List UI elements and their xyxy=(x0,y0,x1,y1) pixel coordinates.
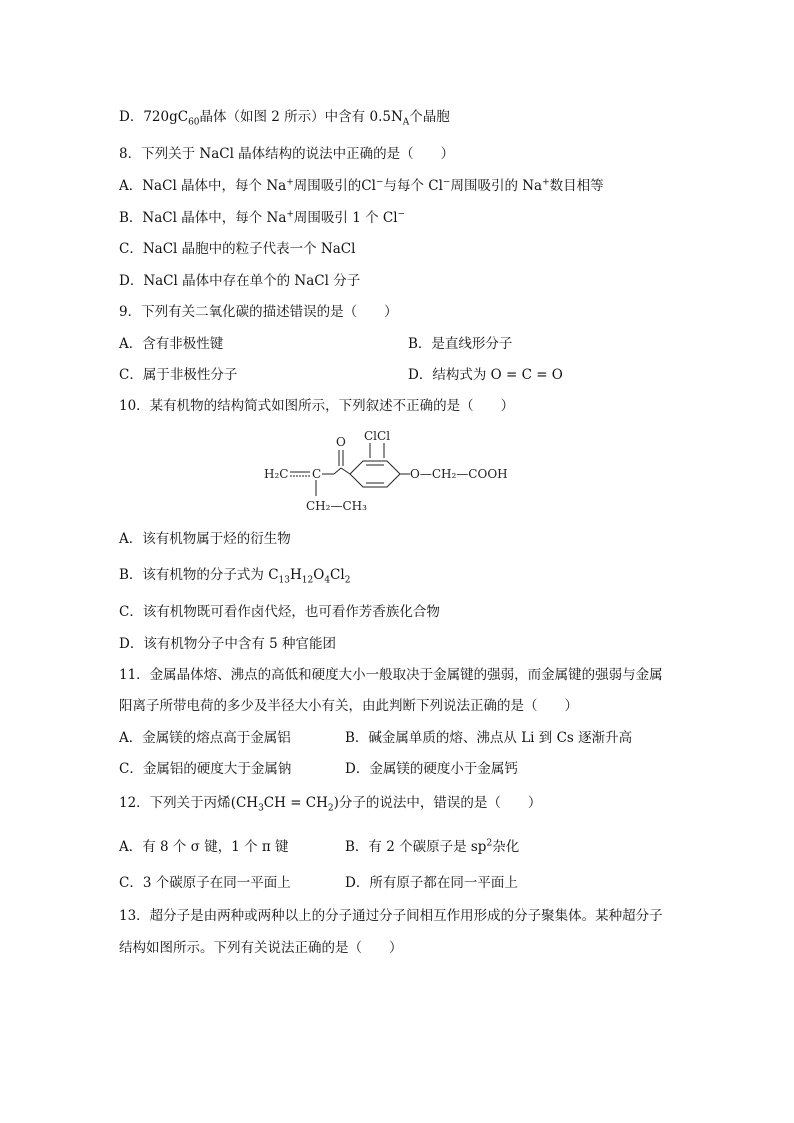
structure-svg xyxy=(260,428,540,520)
q12-option-c: C．3 个碳原子在同一平面上 xyxy=(119,875,291,891)
text: A．NaCl 晶体中，每个 Na xyxy=(119,178,287,194)
q10-option-a: A．该有机物属于烃的衍生物 xyxy=(119,531,291,547)
q9-stem: 9．下列有关二氧化碳的描述错误的是（ ） xyxy=(119,304,398,320)
superscript: + xyxy=(286,177,294,188)
subscript: A xyxy=(402,117,410,128)
q9-option-c: C．属于非极性分子 xyxy=(119,367,238,383)
subscript: 2 xyxy=(327,803,334,814)
text: 周围吸引的 Na xyxy=(450,178,543,194)
q12-option-b xyxy=(345,838,519,856)
q10-stem: 10．某有机物的结构简式如图所示，下列叙述不正确的是（ ） xyxy=(119,398,515,414)
q11-stem-line1: 11．金属晶体熔、沸点的高低和硬度大小一般取决于金属键的强弱，而金属键的强弱与金属 xyxy=(119,667,663,683)
q13-stem-line1: 13．超分子是由两种或两种以上的分子通过分子间相互作用形成的分子聚集体。某种超分子 xyxy=(119,908,663,924)
superscript: 2 xyxy=(486,838,493,849)
q8-option-b xyxy=(119,209,405,227)
text: (CH xyxy=(230,795,259,811)
subscript: 12 xyxy=(301,575,314,586)
ethyl-label: CH₂—CH₃ xyxy=(306,499,367,513)
text: O xyxy=(313,567,325,583)
q8-option-c: C．NaCl 晶胞中的粒子代表一个 NaCl xyxy=(119,241,356,257)
q11-stem-line2: 阳离子所带电荷的多少及半径大小有关，由此判断下列说法正确的是（ ） xyxy=(119,698,578,714)
q10-option-b xyxy=(119,566,350,584)
q12-option-d: D．所有原子都在同一平面上 xyxy=(345,875,518,891)
subscript: 13 xyxy=(278,575,290,586)
q13-stem-line2: 结构如图所示。下列有关说法正确的是（ ） xyxy=(119,940,403,956)
q7-option-d-text: D．720gC xyxy=(119,109,189,125)
q8-option-a xyxy=(119,177,604,195)
chlorine-label: ClCl xyxy=(364,429,391,443)
q10-option-d: D．该有机物分子中含有 5 种官能团 xyxy=(119,636,336,652)
bond xyxy=(341,468,350,474)
q8-stem: 8．下列关于 NaCl 晶体结构的说法中正确的是（ ） xyxy=(119,146,455,162)
q11-option-c: C．金属铝的硬度大于金属钠 xyxy=(119,761,292,777)
text: B．NaCl 晶体中，每个 Na xyxy=(119,210,287,226)
q10-structural-formula xyxy=(260,428,540,520)
superscript: + xyxy=(542,177,550,188)
q11-option-a: A．金属镁的熔点高于金属铝 xyxy=(119,730,291,746)
text: H xyxy=(290,567,302,583)
q10-option-c: C．该有机物既可看作卤代烃，也可看作芳香族化合物 xyxy=(119,604,440,620)
text: 数目相等 xyxy=(549,178,604,194)
bond xyxy=(334,468,341,474)
subscript: 3 xyxy=(258,803,264,814)
subscript: 60 xyxy=(188,117,200,128)
q7-option-d xyxy=(119,108,450,126)
subscript: 4 xyxy=(324,575,331,586)
text: 12．下列关于丙烯 xyxy=(119,795,231,811)
superscript: + xyxy=(286,209,294,220)
q9-option-a: A．含有非极性键 xyxy=(119,336,224,352)
text: 与每个 Cl xyxy=(383,178,443,194)
methylene-label: H₂C xyxy=(264,467,289,481)
q7-option-d-text: 晶体（如图 2 所示）中含有 0.5N xyxy=(199,109,403,125)
q12-stem xyxy=(119,794,541,812)
text: ) xyxy=(333,795,339,811)
text: Cl xyxy=(330,567,345,583)
q8-option-d: D．NaCl 晶体中存在单个的 NaCl 分子 xyxy=(119,273,361,289)
carbonyl-oxygen-label: O xyxy=(336,435,346,449)
superscript: − xyxy=(442,177,451,188)
ether-chain-label: O—CH₂—COOH xyxy=(410,467,508,481)
q9-option-b: B．是直线形分子 xyxy=(408,336,513,352)
text: 周围吸引 1 个 Cl xyxy=(293,210,398,226)
subscript: 2 xyxy=(344,575,351,586)
text: 分子的说法中，错误的是（ ） xyxy=(338,795,542,811)
q9-option-d: D．结构式为 O = C = O xyxy=(408,367,563,383)
superscript: − xyxy=(375,177,384,188)
text: 周围吸引的Cl xyxy=(293,178,376,194)
text: B．该有机物的分子式为 C xyxy=(119,567,279,583)
superscript: − xyxy=(397,209,406,220)
text: CH = CH xyxy=(263,795,328,811)
q11-option-b: B．碱金属单质的熔、沸点从 Li 到 Cs 逐渐升高 xyxy=(345,730,633,746)
carbon-label: C xyxy=(312,467,322,481)
q7-option-d-text: 个晶胞 xyxy=(409,109,450,125)
text: 杂化 xyxy=(492,839,520,855)
q11-option-d: D．金属镁的硬度小于金属钙 xyxy=(345,761,518,777)
text: B．有 2 个碳原子是 sp xyxy=(345,839,487,855)
q12-option-a: A．有 8 个 σ 键，1 个 π 键 xyxy=(119,839,289,855)
